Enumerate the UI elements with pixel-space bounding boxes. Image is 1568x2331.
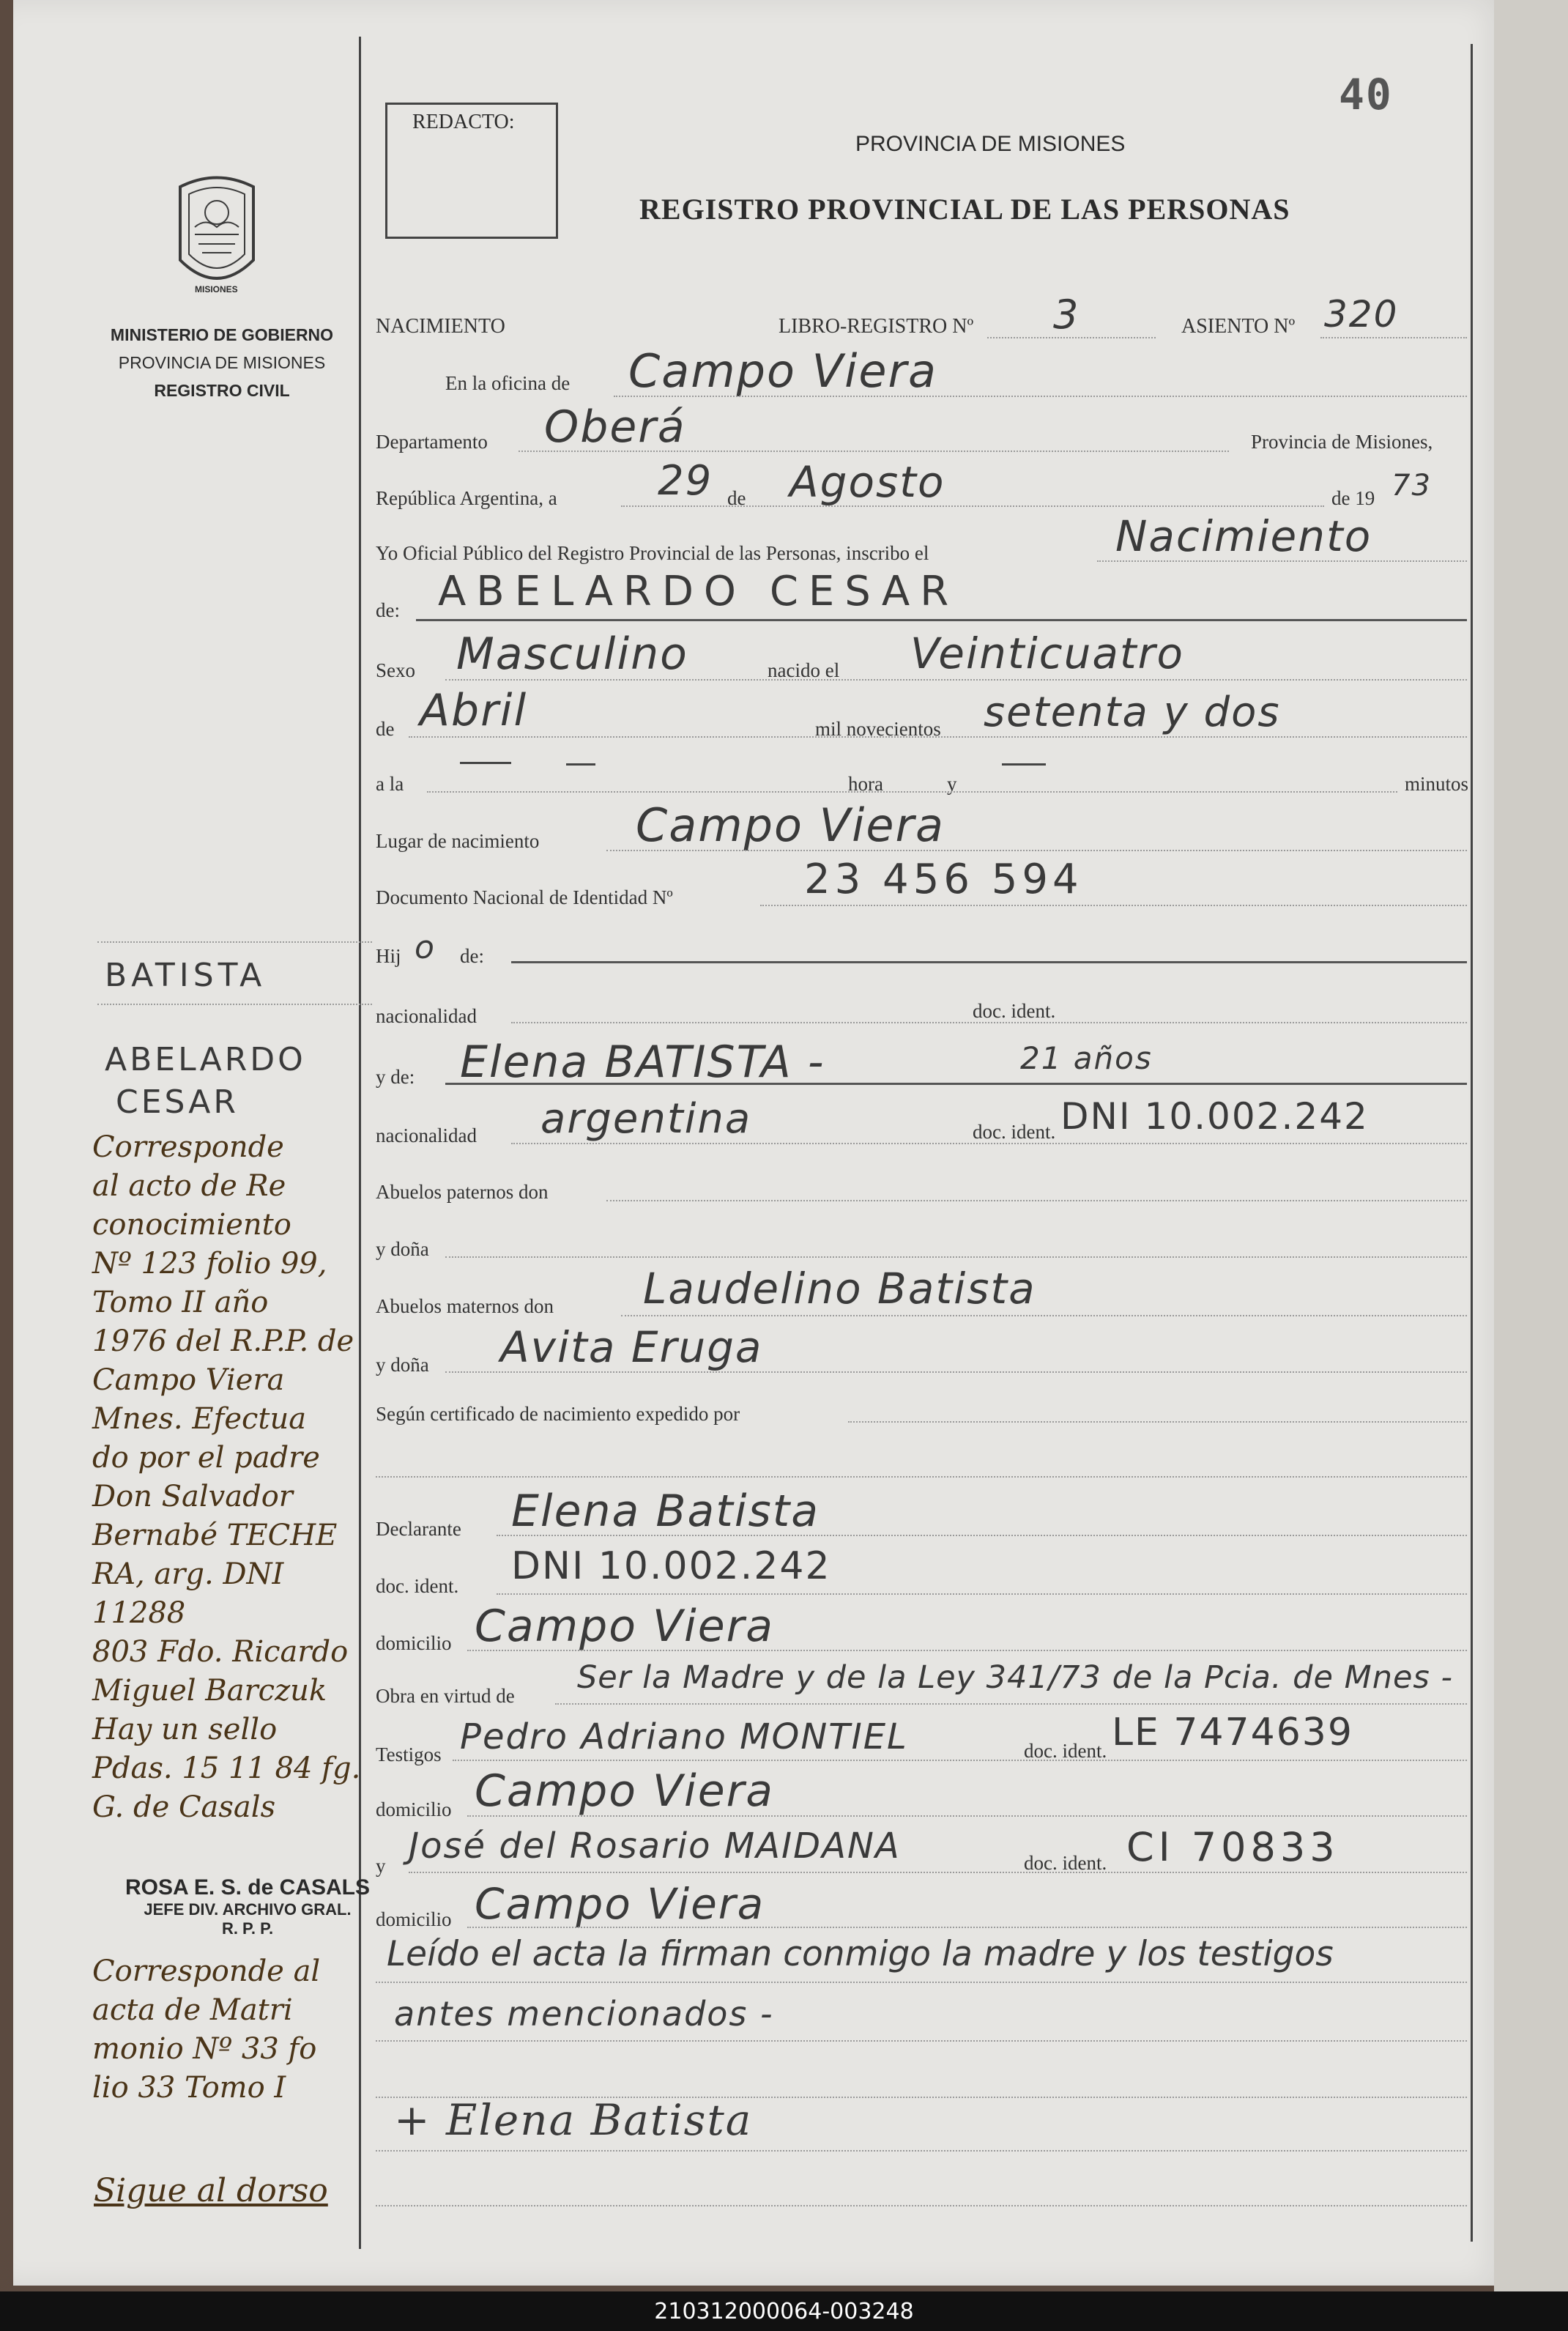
ministry-line-2: PROVINCIA DE MISIONES	[118, 353, 326, 372]
margin-note-line: Bernabé TECHE	[92, 1519, 338, 1552]
margin-note-line: 1976 del R.P.P. de	[92, 1324, 354, 1358]
record-type-label: NACIMIENTO	[376, 315, 505, 338]
sexo-line	[445, 679, 1467, 681]
dia-value: 29	[658, 457, 713, 505]
margin-note2-line: lio 33 Tomo I	[92, 2071, 286, 2105]
minutos-dash	[1002, 763, 1046, 766]
testigo2-value: José del Rosario MAIDANA	[409, 1826, 901, 1867]
firma-madre: + Elena Batista	[394, 2095, 753, 2145]
doc-ident-label: doc. ident.	[973, 1000, 1056, 1022]
leido-rule-2	[376, 2040, 1467, 2042]
inscribo-label: Yo Oficial Público del Registro Provincial de las Personas, inscribo el	[376, 542, 929, 564]
sexo-label: Sexo	[376, 659, 415, 681]
redacto-box	[385, 103, 558, 239]
margin-note-line: 803 Fdo. Ricardo	[92, 1635, 349, 1669]
departamento-line	[519, 451, 1229, 452]
nacionalidad2-label: nacionalidad	[376, 1124, 477, 1146]
domicilio3-line	[467, 1927, 1467, 1928]
doc-ident2-label: doc. ident.	[973, 1121, 1056, 1143]
footer-band	[0, 2291, 1568, 2331]
madre-edad-value: 21 años	[1020, 1040, 1153, 1076]
nacido-value: Veinticuatro	[910, 629, 1184, 678]
madre-line	[445, 1083, 1467, 1085]
abuelos-pat-label: Abuelos paternos don	[376, 1181, 549, 1203]
de2-label: de:	[376, 599, 400, 621]
leido-line-1: Leído el acta la firman conmigo la madre y los testigos	[387, 1934, 1334, 1974]
departamento-value: Oberá	[544, 401, 686, 453]
nombre-value: ABELARDO CESAR	[438, 568, 959, 615]
inscribo-line	[1097, 560, 1467, 562]
libro-label: LIBRO-REGISTRO Nº	[779, 315, 974, 338]
anio-label: de 19	[1331, 487, 1375, 509]
segun-line	[848, 1421, 1467, 1423]
asiento-line	[1320, 337, 1467, 338]
domicilio2-label: domicilio	[376, 1798, 452, 1820]
abuelos-mat-label: Abuelos maternos don	[376, 1295, 554, 1317]
margin-rule-top	[97, 941, 372, 943]
hora-line	[427, 791, 1397, 793]
y-dona-label: y doña	[376, 1238, 429, 1260]
y-dona2-value: Avita Eruga	[500, 1322, 763, 1372]
margin-note2-line: acta de Matri	[92, 1993, 293, 2027]
margin-note-line: do por el padre	[92, 1441, 320, 1475]
redacto-label: REDACTO:	[412, 111, 515, 133]
domicilio3-label: domicilio	[376, 1908, 452, 1930]
stamp-line-1: ROSA E. S. de CASALS	[125, 1875, 370, 1900]
nombre-line	[416, 619, 1467, 621]
padre-line	[511, 961, 1467, 963]
de4-label: de:	[460, 945, 484, 967]
firma-rule	[376, 2150, 1467, 2152]
nac-fecha-line	[409, 736, 1467, 738]
nacionalidad2-value: argentina	[540, 1095, 752, 1143]
lugar-label: Lugar de nacimiento	[376, 830, 540, 852]
footer-id: 210312000064-003248	[654, 2299, 914, 2324]
mes-nac-value: Abril	[420, 685, 528, 736]
margin-note-line: al acto de Re	[92, 1169, 286, 1203]
republica-label: República Argentina, a	[376, 487, 557, 509]
margin-note-line: Corresponde	[92, 1130, 284, 1164]
hora-dash-2	[566, 763, 595, 766]
margin-given-2: CESAR	[116, 1083, 239, 1121]
sexo-value: Masculino	[456, 629, 688, 680]
testigos-value: Pedro Adriano MONTIEL	[460, 1716, 908, 1757]
declarante-label: Declarante	[376, 1518, 461, 1540]
oficina-label: En la oficina de	[445, 372, 571, 394]
hora-dash-1	[460, 762, 511, 764]
abuelos-pat-line	[606, 1200, 1467, 1201]
doc-ident4-label: doc. ident.	[1024, 1740, 1107, 1762]
margin-note-line: Campo Viera	[92, 1363, 285, 1397]
declarante-line	[497, 1535, 1467, 1536]
domicilio-value: Campo Viera	[475, 1601, 775, 1652]
right-margin-rule	[1471, 44, 1473, 2242]
asiento-label: ASIENTO Nº	[1181, 315, 1296, 338]
hora-label: hora	[848, 773, 883, 795]
doc-ident4-value: LE 7474639	[1112, 1711, 1353, 1754]
departamento-label: Departamento	[376, 431, 488, 453]
margin-surname: BATISTA	[105, 957, 267, 994]
testigos-label: Testigos	[376, 1743, 442, 1765]
y-de-label: y de:	[376, 1066, 415, 1088]
domicilio3-value: Campo Viera	[475, 1879, 765, 1929]
margin-note-line: Don Salvador	[92, 1480, 293, 1513]
margin-note-line: Pdas. 15 11 84 fg.	[92, 1752, 361, 1785]
doc-ident5-label: doc. ident.	[1024, 1852, 1107, 1874]
dni-label: Documento Nacional de Identidad Nº	[376, 886, 673, 908]
margin-note-line: Tomo II año	[92, 1286, 269, 1319]
de3-label: de	[376, 718, 395, 740]
hijo-label: Hij	[376, 945, 401, 967]
segun-label: Según certificado de nacimiento expedido por	[376, 1403, 740, 1425]
anio-value: 73	[1391, 469, 1432, 503]
margin-note-line: Mnes. Efectua	[92, 1402, 307, 1436]
obra-line	[555, 1703, 1467, 1705]
hijo-value: o	[415, 929, 436, 966]
doc-ident3-line	[497, 1593, 1467, 1595]
y-dona-line	[445, 1256, 1467, 1258]
abuelos-mat-line	[621, 1315, 1467, 1316]
stamp-line-2: JEFE DIV. ARCHIVO GRAL.	[144, 1900, 352, 1919]
archive-stamp	[94, 1875, 401, 1938]
inscribo-value: Nacimiento	[1115, 511, 1372, 561]
segun-line-2	[376, 1476, 1467, 1478]
domicilio-line	[467, 1650, 1467, 1651]
doc-ident5-value: CI 70833	[1126, 1824, 1340, 1870]
libro-value: 3	[1053, 292, 1080, 338]
margin-given-1: ABELARDO	[105, 1041, 306, 1078]
testigos-line	[453, 1760, 1467, 1761]
margin-note2-line: Corresponde al	[92, 1954, 321, 1988]
abuelos-mat-value: Laudelino Batista	[643, 1264, 1036, 1313]
leido-line-2: antes mencionados -	[394, 1994, 774, 2034]
margin-note2-line: monio Nº 33 fo	[92, 2032, 317, 2066]
a-la-label: a la	[376, 773, 404, 795]
nacionalidad2-line	[511, 1143, 1467, 1144]
minutos-label: minutos	[1405, 773, 1469, 795]
de-label: de	[727, 487, 746, 509]
leido-rule-1	[376, 1982, 1467, 1983]
domicilio-label: domicilio	[376, 1632, 452, 1654]
document-page	[13, 0, 1513, 2286]
y-dona2-line	[445, 1371, 1467, 1373]
testigo2-line	[409, 1872, 1467, 1873]
nacionalidad-line	[511, 1022, 1467, 1023]
margin-note-marriage	[92, 1952, 385, 2108]
oficina-line	[614, 396, 1467, 397]
page-number: 40	[1339, 70, 1393, 119]
dni-line	[760, 905, 1467, 906]
ministry-block	[97, 321, 346, 404]
ministry-line-3: REGISTRO CIVIL	[154, 381, 290, 400]
doc-ident2-value: DNI 10.002.242	[1060, 1095, 1369, 1138]
doc-ident3-value: DNI 10.002.242	[511, 1544, 831, 1588]
y-dona2-label: y doña	[376, 1354, 429, 1376]
domicilio2-value: Campo Viera	[475, 1765, 775, 1817]
ministry-line-1: MINISTERIO DE GOBIERNO	[110, 325, 334, 344]
header-registry: REGISTRO PROVINCIAL DE LAS PERSONAS	[639, 193, 1290, 226]
obra-value: Ser la Madre y de la Ley 341/73 de la Pcia. de Mnes -	[577, 1659, 1453, 1696]
seal-caption: MISIONES	[195, 284, 238, 294]
nacido-label: nacido el	[768, 659, 840, 681]
nacionalidad-label: nacionalidad	[376, 1005, 477, 1027]
y2-label: y	[376, 1855, 386, 1877]
doc-ident3-label: doc. ident.	[376, 1575, 459, 1597]
margin-rule-surname	[97, 1004, 372, 1005]
firma-rule-2	[376, 2205, 1467, 2206]
provincial-seal-icon	[173, 172, 261, 297]
domicilio2-line	[467, 1815, 1467, 1817]
libro-line	[987, 337, 1156, 338]
margin-note-line: conocimiento	[92, 1208, 291, 1242]
margin-note-recognition	[92, 1128, 385, 1827]
header-province: PROVINCIA DE MISIONES	[855, 132, 1126, 156]
margin-note-line: RA, arg. DNI 11288	[92, 1557, 284, 1630]
fecha-line	[621, 505, 1324, 507]
madre-value: Elena BATISTA -	[460, 1037, 825, 1088]
anio-nac-value: setenta y dos	[984, 689, 1281, 736]
lugar-line	[606, 850, 1467, 851]
mil-label: mil novecientos	[815, 718, 941, 740]
y-label: y	[947, 773, 957, 795]
margin-note-line: Nº 123 folio 99,	[92, 1247, 327, 1281]
mes-value: Agosto	[789, 457, 945, 507]
provincia-label: Provincia de Misiones,	[1251, 431, 1433, 453]
stamp-line-3: R. P. P.	[221, 1919, 274, 1938]
lugar-value: Campo Viera	[636, 798, 945, 852]
oficina-value: Campo Viera	[628, 344, 937, 398]
dni-value: 23 456 594	[804, 856, 1083, 903]
margin-note-line: Hay un sello	[92, 1713, 278, 1746]
margin-sigue: Sigue al dorso	[94, 2172, 328, 2209]
obra-label: Obra en virtud de	[376, 1685, 515, 1707]
margin-note-line: G. de Casals	[92, 1790, 276, 1824]
page-edge	[1494, 0, 1568, 2297]
asiento-value: 320	[1324, 293, 1399, 336]
margin-note-line: Miguel Barczuk	[92, 1674, 327, 1708]
declarante-value: Elena Batista	[511, 1486, 820, 1537]
